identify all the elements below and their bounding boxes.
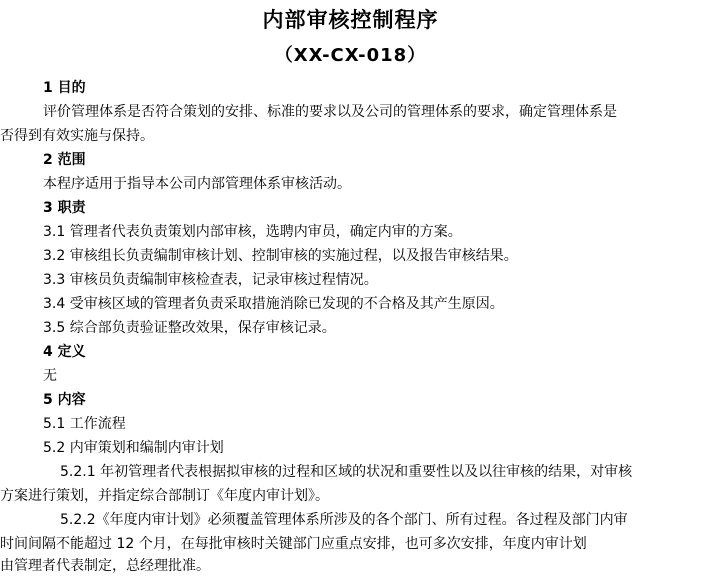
section-1-heading: 1 目的	[43, 80, 86, 96]
section-3-item-2: 3.2 审核组长负责编制审核计划、控制审核的实施过程，以及报告审核结果。	[43, 248, 518, 264]
section-3-item-4: 3.4 受审核区域的管理者负责采取措施消除已发现的不合格及其产生原因。	[43, 296, 504, 312]
section-4-heading: 4 定义	[43, 344, 86, 360]
section-5-1: 5.1 工作流程	[43, 416, 126, 432]
document-title: 内部审核控制程序	[262, 8, 439, 32]
section-4-text: 无	[43, 368, 57, 384]
section-5-2-1-line-1: 5.2.1 年初管理者代表根据拟审核的过程和区域的状况和重要性以及以往审核的结果，对审核	[60, 464, 633, 480]
section-5-2-2-line-1: 5.2.2《年度内审计划》必须覆盖管理体系所涉及的各个部门、所有过程。各过程及部门内审	[60, 512, 628, 528]
section-1-text-line-1: 评价管理体系是否符合策划的安排、标准的要求以及公司的管理体系的要求，确定管理体系是	[43, 104, 617, 120]
section-3-item-3: 3.3 审核员负责编制审核检查表，记录审核过程情况。	[43, 272, 378, 288]
section-2-text: 本程序适用于指导本公司内部管理体系审核活动。	[43, 176, 351, 192]
section-5-2-2-line-2: 时间间隔不能超过 12 个月，在每批审核时关键部门应重点安排，也可多次安排，年度内审计划	[0, 536, 587, 552]
document-code: （XX-CX-018）	[274, 45, 427, 66]
section-3-item-5: 3.5 综合部负责验证整改效果，保存审核记录。	[43, 320, 336, 336]
section-3-item-1: 3.1 管理者代表负责策划内部审核，选聘内审员，确定内审的方案。	[43, 224, 462, 240]
section-5-heading: 5 内容	[43, 392, 86, 408]
section-3-heading: 3 职责	[43, 200, 86, 216]
section-2-heading: 2 范围	[43, 152, 86, 168]
section-1-text-line-2: 否得到有效实施与保持。	[0, 128, 154, 144]
section-5-2: 5.2 内审策划和编制内审计划	[43, 440, 224, 456]
section-5-2-2-line-3: 由管理者代表制定，总经理批准。	[0, 558, 210, 574]
section-5-2-1-line-2: 方案进行策划，并指定综合部制订《年度内审计划》。	[0, 488, 329, 504]
